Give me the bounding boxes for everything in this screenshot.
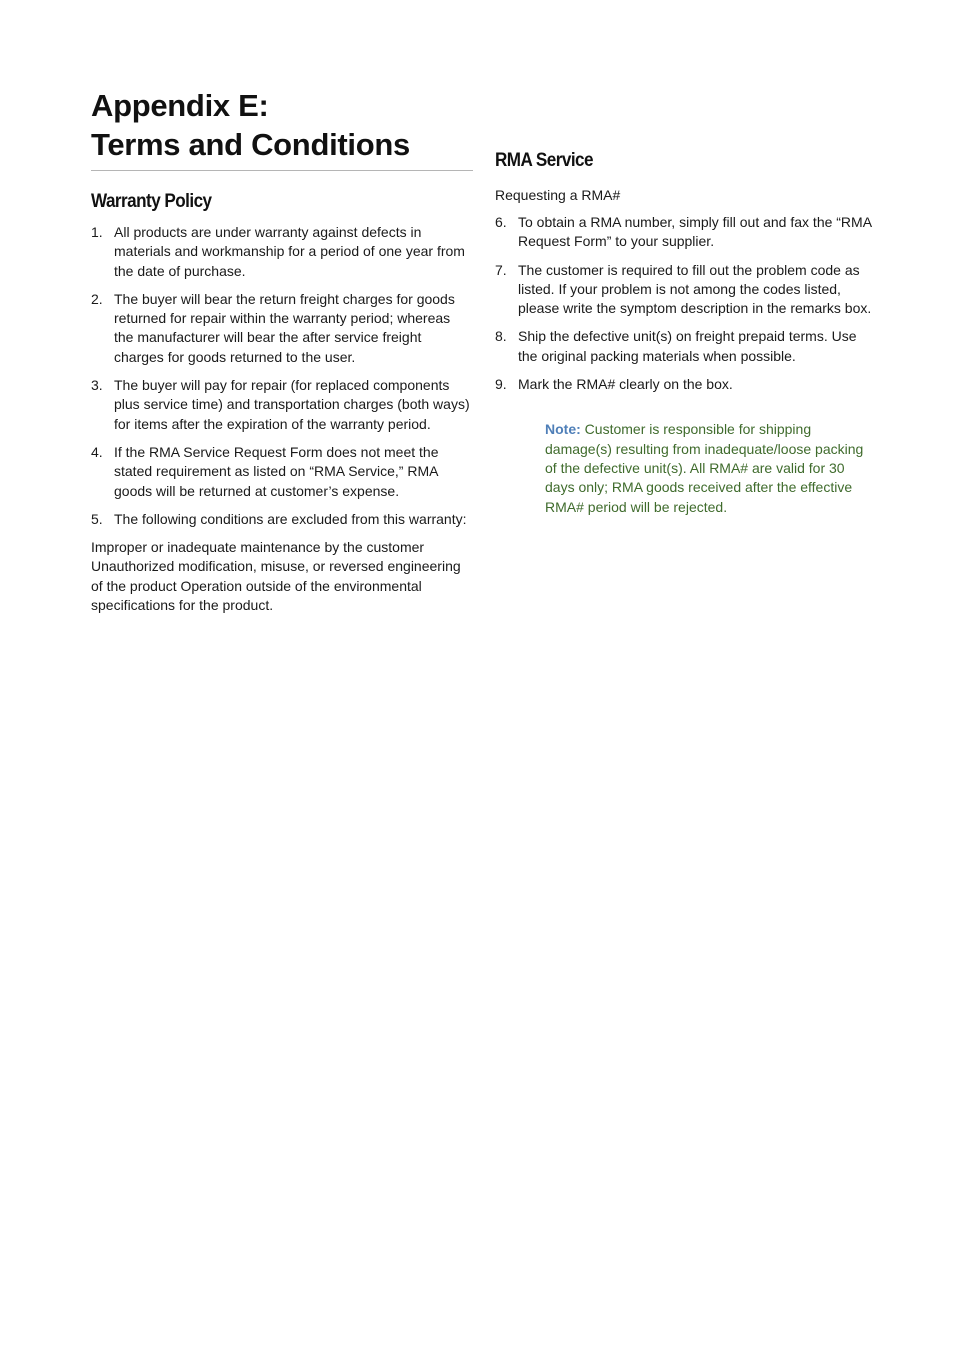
list-item xyxy=(91,510,473,529)
rma-subheading: Requesting a RMA# xyxy=(495,187,621,203)
item-text: Ship the defective unit(s) on freight prepaid terms. Use the original packing materials when possible. xyxy=(518,328,857,364)
list-item xyxy=(495,261,875,319)
item-number: 2. xyxy=(91,290,103,307)
note-label: Note: xyxy=(545,421,581,438)
item-number: 7. xyxy=(495,261,507,278)
rma-service-heading: RMA Service xyxy=(495,150,593,171)
rma-note xyxy=(545,420,870,516)
item-text: Mark the RMA# clearly on the box. xyxy=(518,376,733,393)
page-title-line-2: Terms and Conditions xyxy=(91,127,410,162)
warranty-policy-heading: Warranty Policy xyxy=(91,191,212,212)
item-number: 8. xyxy=(495,328,507,345)
item-number: 6. xyxy=(495,214,507,230)
item-number: 3. xyxy=(91,377,103,394)
rma-list xyxy=(495,213,875,394)
item-number: 5. xyxy=(91,510,103,527)
list-item xyxy=(91,443,473,501)
page-title-line-1: Appendix E: xyxy=(91,88,269,123)
page-title xyxy=(91,86,473,164)
left-column xyxy=(91,86,473,615)
item-number: 9. xyxy=(495,376,507,393)
list-item xyxy=(495,213,875,252)
item-text: The buyer will bear the return freight charges for goods returned for repair within the warranty period; whereas the manufacturer will bear the after service freight charges for goods returned to the user. xyxy=(114,290,455,365)
list-item xyxy=(91,290,473,367)
item-text: All products are under warranty against defects in materials and workmanship for a period of one year from the date of purchase. xyxy=(114,224,465,279)
item-text: The customer is required to fill out the problem code as listed. If your problem is not among the codes listed, please write the symptom description in the remarks box. xyxy=(518,261,872,317)
right-column xyxy=(495,150,875,517)
item-text: If the RMA Service Request Form does not meet the stated requirement as listed on “RMA Service,” RMA goods will be returned at customer’s expense. xyxy=(114,443,439,499)
warranty-list xyxy=(91,223,473,529)
item-text: The following conditions are excluded from this warranty: xyxy=(114,510,467,527)
item-number: 4. xyxy=(91,443,103,460)
item-number: 1. xyxy=(91,224,103,240)
warranty-exclusions-text: Improper or inadequate maintenance by the customer Unauthorized modification, misuse, or reversed engineering of the product Operation outside of the environmental specifications for the product. xyxy=(91,539,461,614)
item-text: To obtain a RMA number, simply fill out and fax the “RMA Request Form” to your supplier. xyxy=(518,214,872,250)
list-item xyxy=(91,223,473,281)
list-item xyxy=(91,376,473,434)
list-item xyxy=(495,375,875,394)
title-divider xyxy=(91,170,473,171)
list-item xyxy=(495,327,875,366)
note-text: Customer is responsible for shipping damage(s) resulting from inadequate/loose packing of the defective unit(s). All RMA# are valid for 30 days only; RMA goods received after the effective RMA# period will be rejected. xyxy=(545,421,864,515)
item-text: The buyer will pay for repair (for replaced components plus service time) and transportation charges (both ways) for items after the expiration of the warranty period. xyxy=(114,377,470,432)
